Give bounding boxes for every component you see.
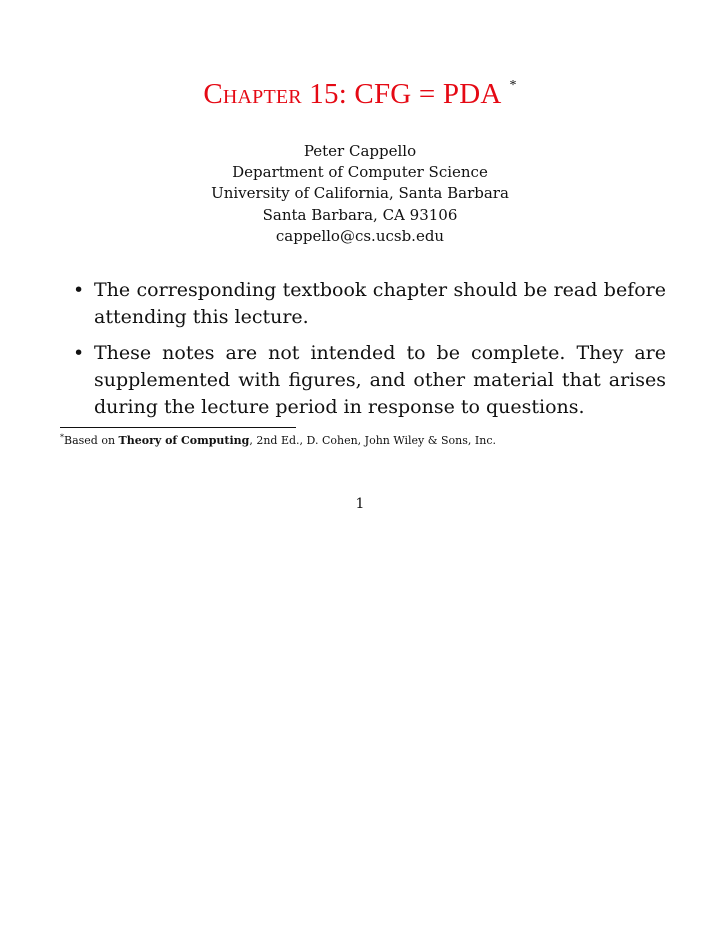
bullet-icon: • [73,279,85,301]
lecture-notes-list [0,277,720,430]
footnote-prefix: Based on [64,434,119,447]
author-email: cappello@cs.ucsb.edu [275,226,445,245]
bullet-icon: • [73,342,85,364]
list-item [73,340,666,421]
author-university: University of California, Santa Barbara [211,184,509,203]
footnote-book-title: Theory of Computing [118,434,250,447]
author-department: Department of Computer Science [232,163,488,182]
page-number: 1 [355,496,365,512]
footnote-marker: * [60,433,64,442]
list-item-text: These notes are not intended to be complete. They are supplemented with figures, and other material that arises during the lecture period in response to questions. [94,342,666,418]
title-rest: 15: CFG = PDA [301,78,502,110]
list-item-text: The corresponding textbook chapter should be read before attending this lecture. [94,279,666,328]
title-chapter-word: Chapter [203,78,302,110]
author-block [0,141,720,247]
footnote-suffix: , 2nd Ed., D. Cohen, John Wiley & Sons, Inc. [249,434,496,447]
footnote [60,431,680,448]
author-address: Santa Barbara, CA 93106 [262,205,458,224]
title-footnote-marker: * [509,78,517,93]
document-title [0,78,720,111]
footnote-divider [60,427,296,428]
author-name: Peter Cappello [303,142,417,160]
list-item [73,277,666,331]
